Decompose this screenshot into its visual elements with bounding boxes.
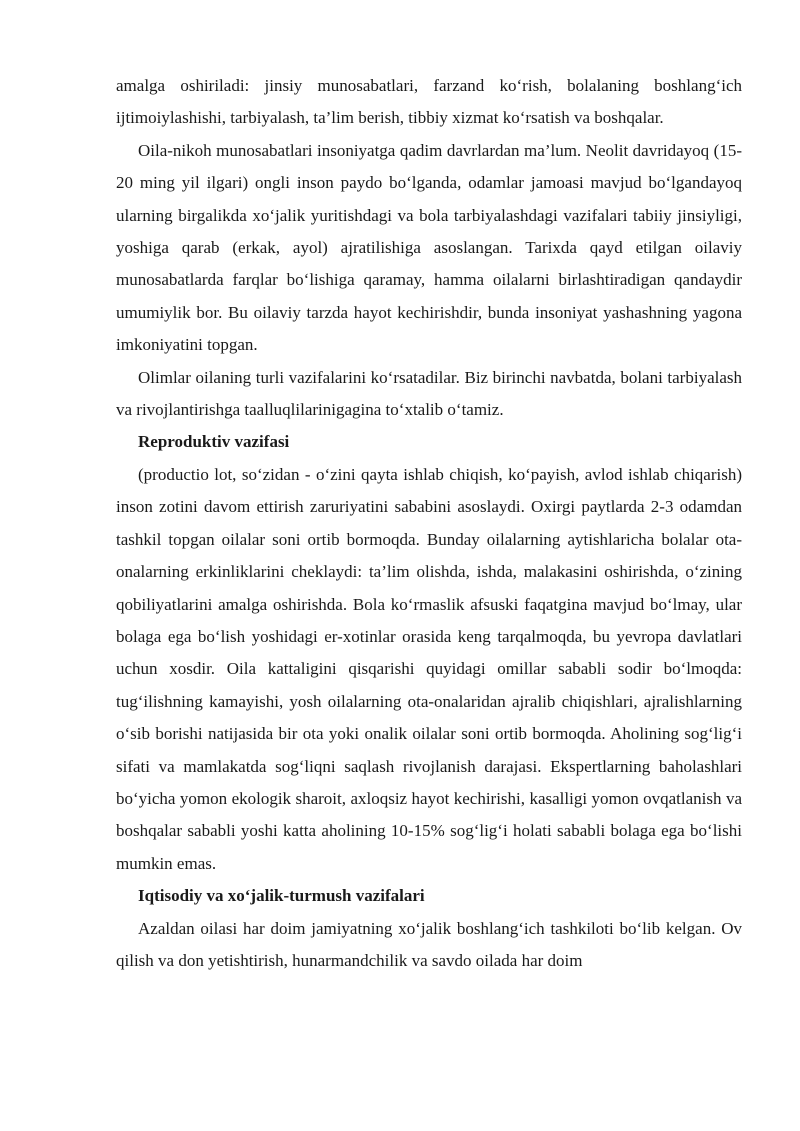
paragraph-continuation: amalga oshiriladi: jinsiy munosabatlari, farzand ko‘rish, bolalaning boshlang‘ich ijtimoiylashishi, tarbiyalash, ta’lim berish, tibbiy xizmat ko‘rsatish va boshqalar. [116,76,742,128]
heading-reproductive-function: Reproduktiv vazifasi [138,432,290,452]
paragraph-family-functions: Olimlar oilaning turli vazifalarini ko‘rsatadilar. Biz birinchi navbatda, bolani tarbiyalash va rivojlantirishga taalluqlilarinigagina to‘xtalib o‘tamiz. [116,367,742,420]
paragraph-family-history: Oila-nikoh munosabatlari insoniyatga qadim davrlardan ma’lum. Neolit davridayoq (15-20 ming yil ilgari) ongli inson paydo bo‘lganda, odamlar jamoasi mavjud bo‘lgandayoq ularning birgalikda xo‘jalik yuritishdagi va bola tarbiyalashdagi vazifalari tabiiy jinsiyligi, yoshiga qarab (erkak, ayol) ajratilishiga asoslangan. Tarixda qayd etilgan oilaviy munosabatlarda farqlar bo‘lishiga qaramay, hamma oilalarni birlashtiradigan qandaydir umumiylik bor. Bu oilaviy tarzda hayot kechirishdir, bunda insoniyat yashashning yagona imkoniyatini topgan. [116,140,742,355]
document-page [116,70,742,977]
paragraph-economic-function: Azaldan oilasi har doim jamiyatning xo‘jalik boshlang‘ich tashkiloti bo‘lib kelgan. Ov qilish va don yetishtirish, hunarmandchilik va savdo oilada har doim [116,918,742,970]
paragraph-reproductive-function: (productio lot, so‘zidan - o‘zini qayta ishlab chiqish, ko‘payish, avlod ishlab chiqarish) inson zotini davom ettirish zaruriyatini sababini asoslaydi. Oxirgi paytlarda 2-3 odamdan tashkil topgan oilalar soni ortib bormoqda. Bunday oilalarning aytishlaricha bolalar ota-onalarning erkinliklarini cheklaydi: ta’lim olishda, ishda, malakasini oshirishda, o‘zining qobiliyatlarini amalga oshirishda. Bola ko‘rmaslik afsuski faqatgina mavjud bo‘lmay, ular bolaga ega bo‘lish yoshidagi er-xotinlar orasida keng tarqalmoqda, bu yevropa davlatlari uchun xosdir. Oila kattaligini qisqarishi quyidagi omillar sababli sodir bo‘lmoqda: tug‘ilishning kamayishi, yosh oilalarning ota-onalaridan ajralib chiqishlari, ajralishlarning o‘sib borishi natijasida bir ota yoki onalik oilalar soni ortib bormoqda. Aholining sog‘lig‘i sifati va mamlakatda sog‘liqni saqlash rivojlanish darajasi. Ekspertlarning baholashlari bo‘yicha yomon ekologik sharoit, axloqsiz hayot kechirishi, kasalligi yomon ovqatlanish va boshqalar sababli yoshi katta aholining 10-15% sog‘lig‘i holati sababli bolaga ega bo‘lishi mumkin emas. [116,464,742,873]
heading-economic-household-functions: Iqtisodiy va xo‘jalik-turmush vazifalari [138,886,425,906]
